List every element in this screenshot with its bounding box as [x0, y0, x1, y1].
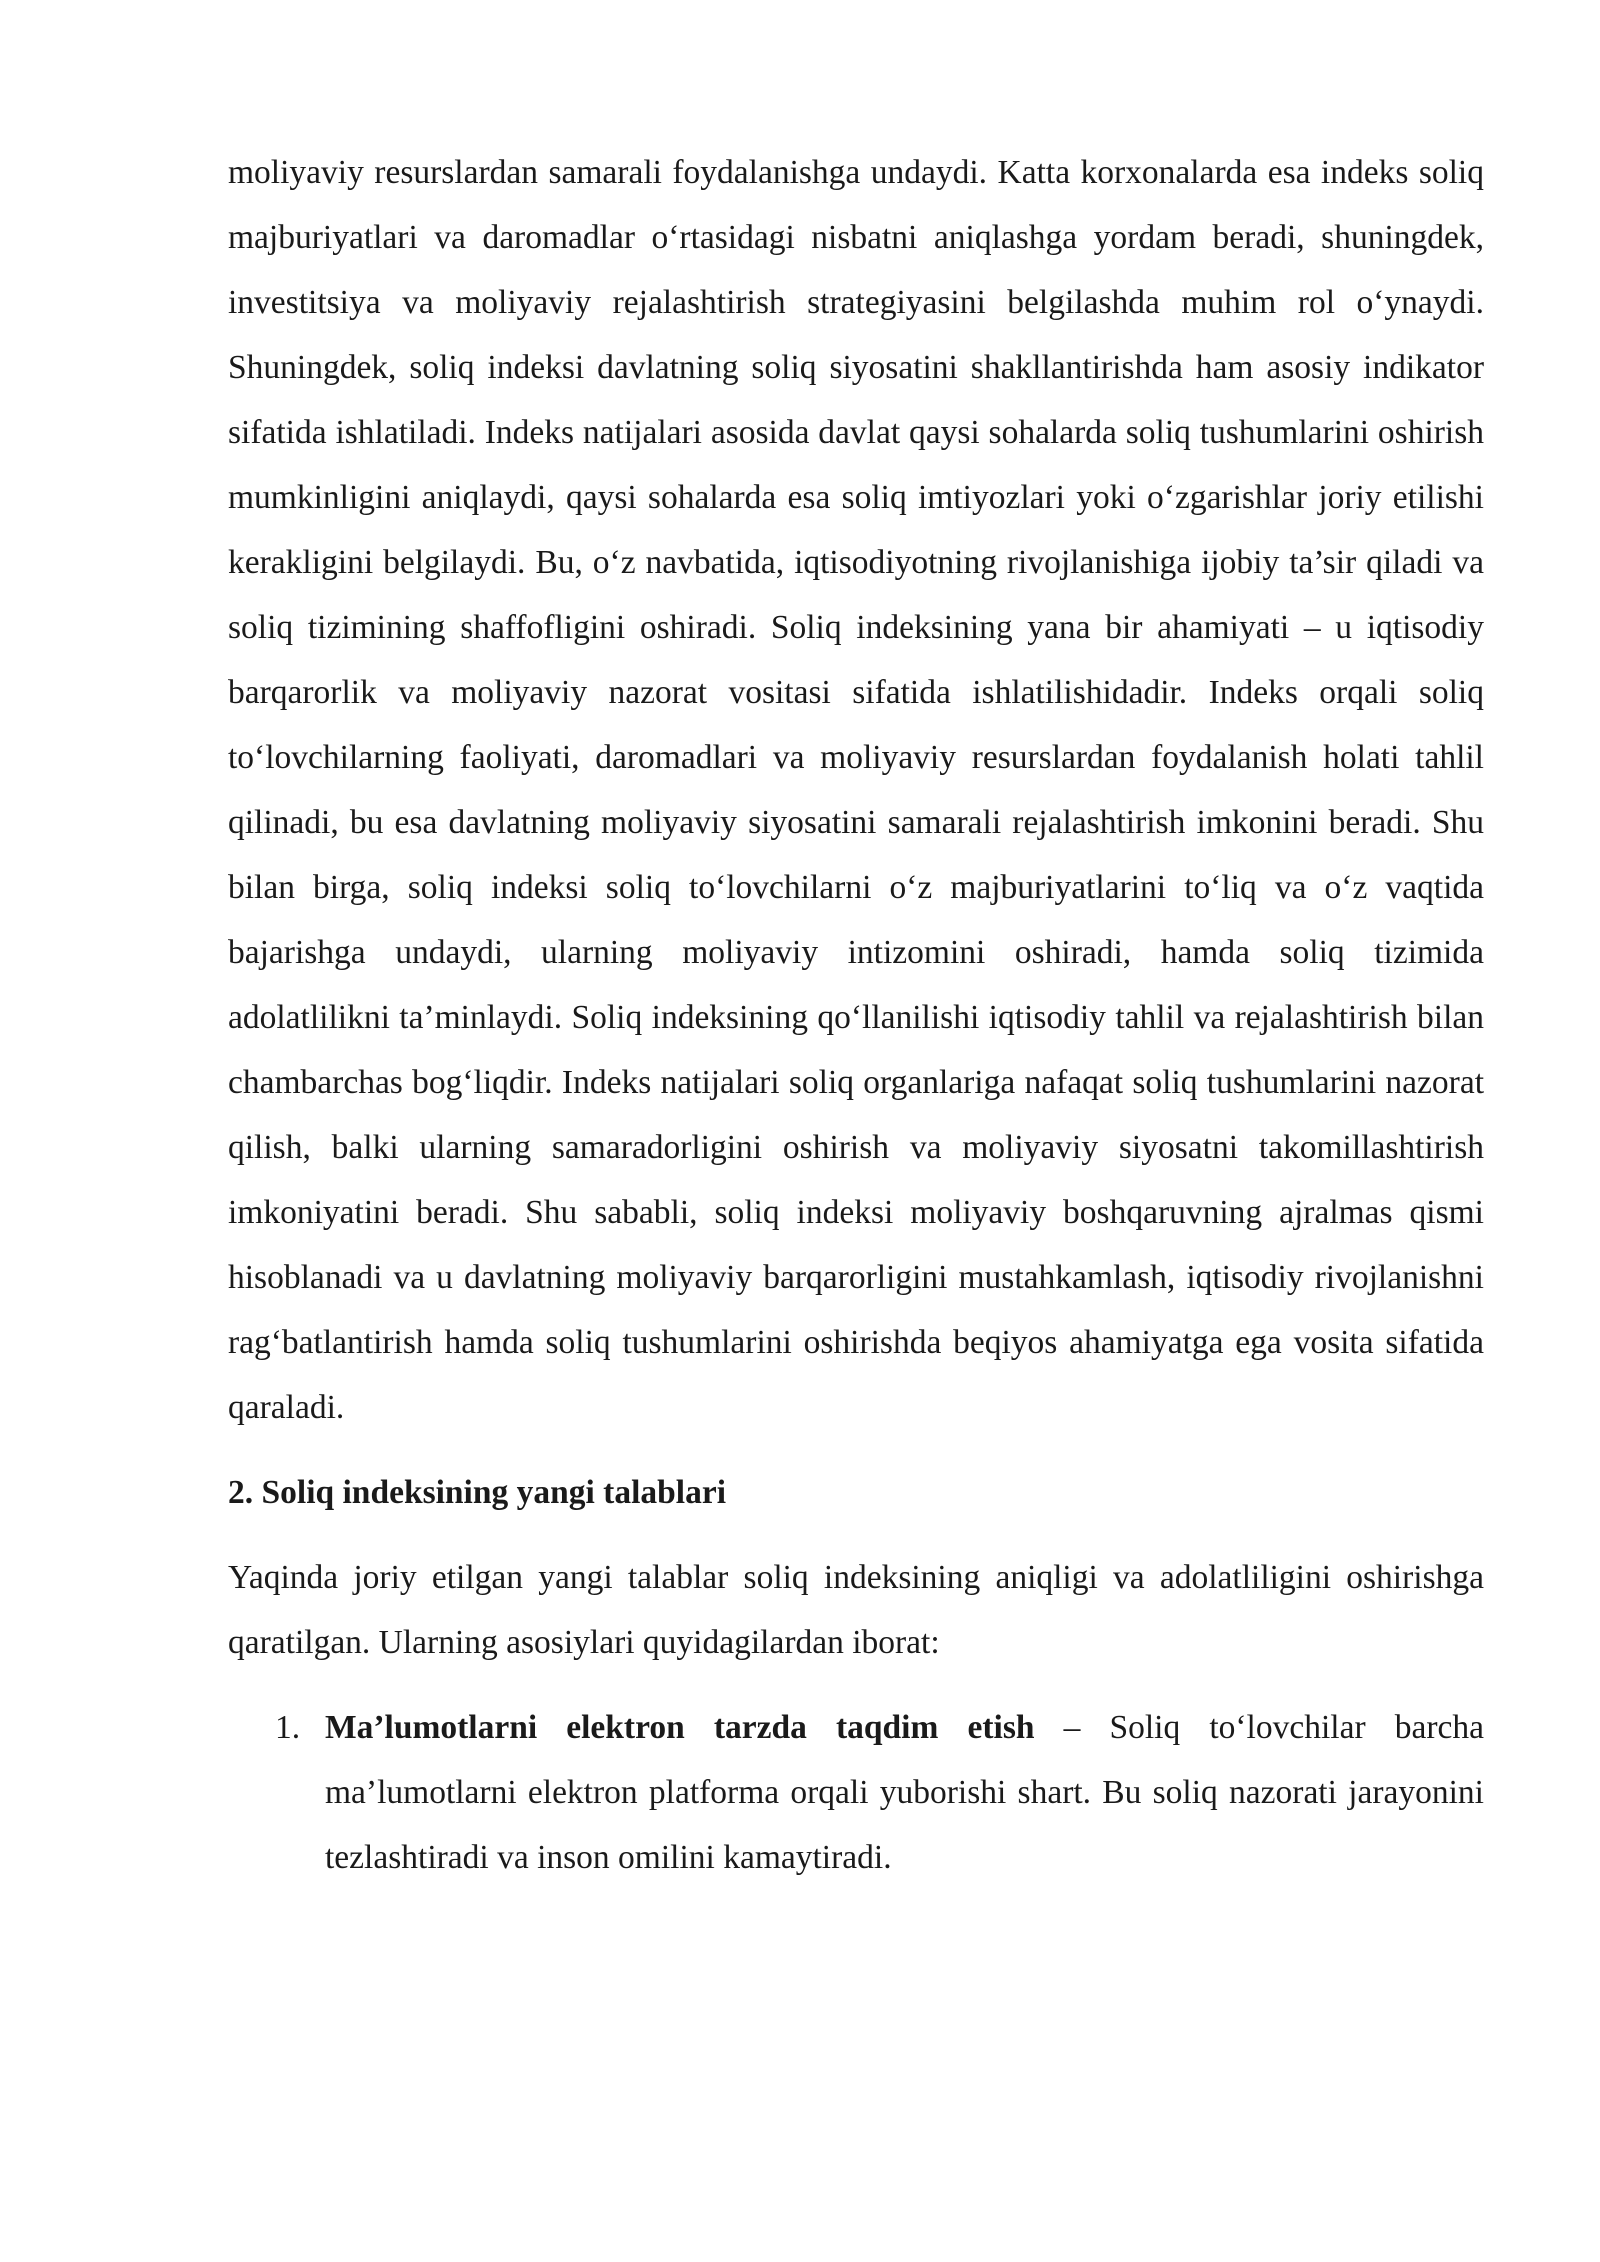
list-item-text: – Soliq to‘lovchilar barcha ma’lumotlarni elektron platforma orqali yuborishi shart. Bu soliq nazorati jarayonini tezlashtiradi va inson omilini kamaytiradi.	[325, 1709, 1484, 1876]
list-item	[228, 1695, 1484, 1890]
document-page	[228, 140, 1484, 1890]
list-item-title: Ma’lumotlarni elektron tarzda taqdim etish	[325, 1709, 1035, 1746]
body-paragraph: moliyaviy resurslardan samarali foydalanishga undaydi. Katta korxonalarda esa indeks soliq majburiyatlari va daromadlar o‘rtasidagi nisbatni aniqlashga yordam beradi, shuningdek, investitsiya va moliyaviy rejalashtirish strategiyasini belgilashda muhim rol o‘ynaydi. Shuningdek, soliq indeksi davlatning soliq siyosatini shakllantirishda ham asosiy indikator sifatida ishlatiladi. Indeks natijalari asosida davlat qaysi sohalarda soliq tushumlarini oshirish mumkinligini aniqlaydi, qaysi sohalarda esa soliq imtiyozlari yoki o‘zgarishlar joriy etilishi kerakligini belgilaydi. Bu, o‘z navbatida, iqtisodiyotning rivojlanishiga ijobiy ta’sir qiladi va soliq tizimining shaffofligini oshiradi. Soliq indeksining yana bir ahamiyati – u iqtisodiy barqarorlik va moliyaviy nazorat vositasi sifatida ishlatilishidadir. Indeks orqali soliq to‘lovchilarning faoliyati, daromadlari va moliyaviy resurslardan foydalanish holati tahlil qilinadi, bu esa davlatning moliyaviy siyosatini samarali rejalashtirish imkonini beradi. Shu bilan birga, soliq indeksi soliq to‘lovchilarni o‘z majburiyatlarini to‘liq va o‘z vaqtida bajarishga undaydi, ularning moliyaviy intizomini oshiradi, hamda soliq tizimida adolatlilikni ta’minlaydi. Soliq indeksining qo‘llanilishi iqtisodiy tahlil va rejalashtirish bilan chambarchas bog‘liqdir. Indeks natijalari soliq organlariga nafaqat soliq tushumlarini nazorat qilish, balki ularning samaradorligini oshirish va moliyaviy siyosatni takomillashtirish imkoniyatini beradi. Shu sababli, soliq indeksi moliyaviy boshqaruvning ajralmas qismi hisoblanadi va u davlatning moliyaviy barqarorligini mustahkamlash, iqtisodiy rivojlanishni rag‘batlantirish hamda soliq tushumlarini oshirishda beqiyos ahamiyatga ega vosita sifatida qaraladi.	[228, 154, 1484, 1426]
requirements-list	[228, 1695, 1484, 1890]
list-item-number: 1.	[275, 1709, 301, 1746]
section-heading: 2. Soliq indeksining yangi talablari	[228, 1474, 727, 1511]
intro-paragraph: Yaqinda joriy etilgan yangi talablar soliq indeksining aniqligi va adolatliligini oshirishga qaratilgan. Ularning asosiylari quyidagilardan iborat:	[228, 1559, 1484, 1661]
